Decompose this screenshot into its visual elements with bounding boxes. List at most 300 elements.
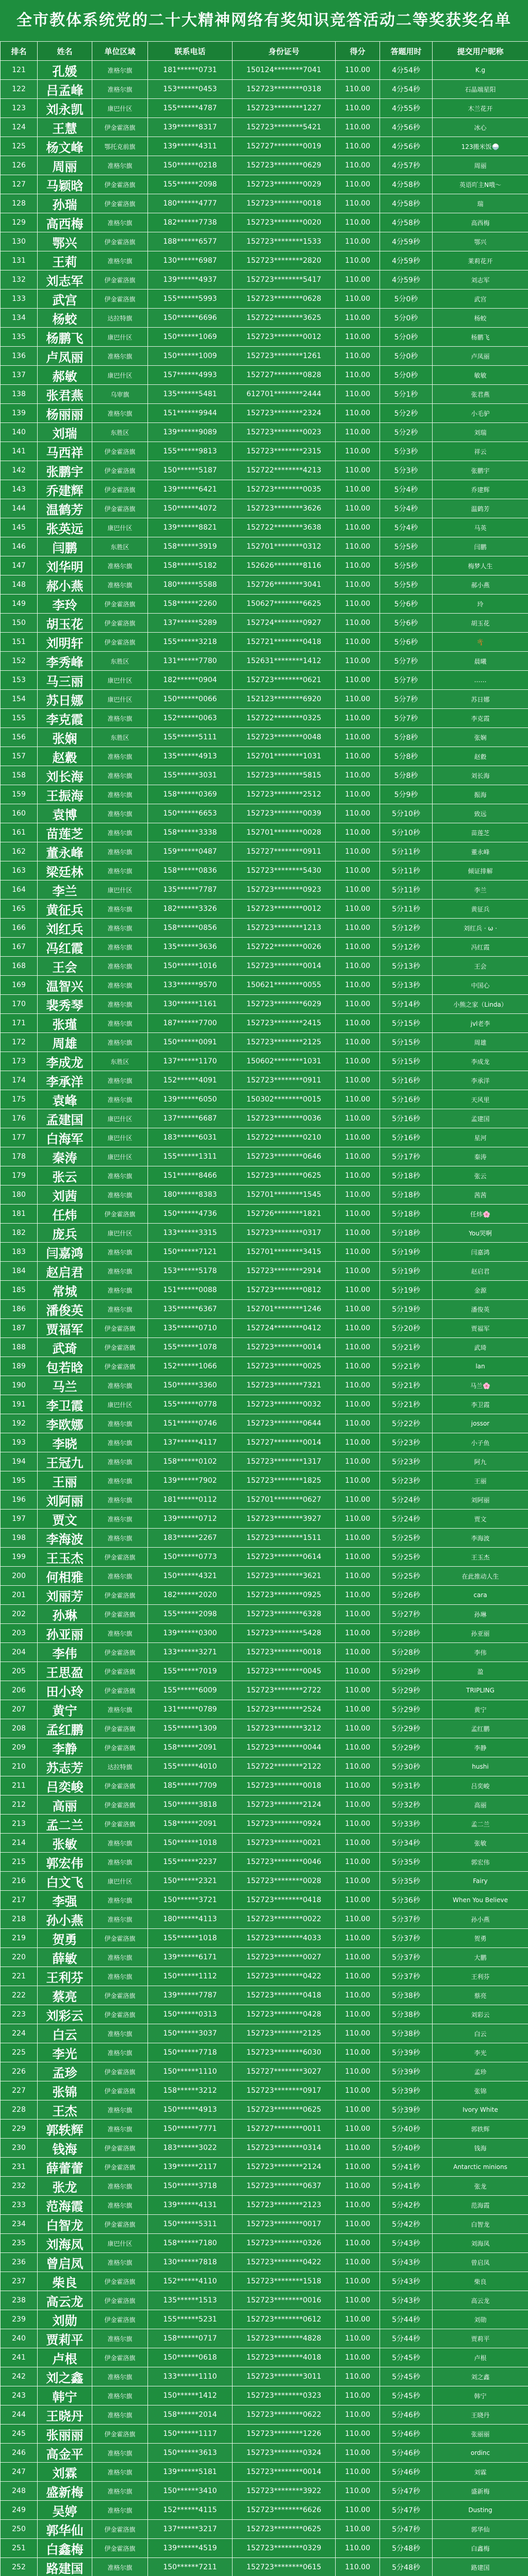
cell-score: 110.00 — [336, 1471, 380, 1490]
cell-id-number: 152723********0018 — [233, 1776, 336, 1795]
cell-name: 胡玉花 — [38, 614, 92, 633]
cell-score: 110.00 — [336, 823, 380, 842]
cell-name: 孟珍 — [38, 2062, 92, 2081]
cell-name: 张君燕 — [38, 385, 92, 404]
cell-time: 5分4秒 — [380, 499, 433, 518]
cell-score: 110.00 — [336, 785, 380, 804]
cell-time: 5分46秒 — [380, 2425, 433, 2444]
cell-rank: 181 — [1, 1205, 38, 1224]
cell-phone: 150******1016 — [148, 957, 233, 976]
cell-score: 110.00 — [336, 2425, 380, 2444]
cell-nickname: 李海波 — [433, 1529, 528, 1548]
cell-time: 5分8秒 — [380, 766, 433, 785]
cell-phone: 135******0710 — [148, 1319, 233, 1338]
cell-name: 武琦 — [38, 1338, 92, 1357]
cell-id-number: 152723********0317 — [233, 1224, 336, 1243]
cell-nickname: 柴良 — [433, 2272, 528, 2291]
cell-name: 贾文 — [38, 1510, 92, 1529]
cell-nickname: 王晓丹 — [433, 2405, 528, 2425]
cell-time: 5分39秒 — [380, 2043, 433, 2062]
cell-nickname: Antarctic minions — [433, 2158, 528, 2177]
cell-name: 任炜 — [38, 1205, 92, 1224]
cell-time: 5分12秒 — [380, 919, 433, 938]
cell-region: 伊金霍洛旗 — [92, 1986, 148, 2005]
cell-name: 王玉杰 — [38, 1548, 92, 1567]
cell-phone: 137******1170 — [148, 1052, 233, 1071]
table-row — [1, 2100, 528, 2120]
cell-time: 4分55秒 — [380, 99, 433, 118]
cell-nickname: 郭华仙 — [433, 2520, 528, 2539]
cell-time: 5分3秒 — [380, 442, 433, 461]
cell-name: 张娴 — [38, 728, 92, 747]
cell-time: 5分39秒 — [380, 2081, 433, 2100]
cell-rank: 236 — [1, 2253, 38, 2272]
table-row — [1, 290, 528, 309]
cell-score: 110.00 — [336, 1090, 380, 1109]
table-row — [1, 1147, 528, 1166]
cell-phone: 180******8383 — [148, 1185, 233, 1205]
cell-rank: 150 — [1, 614, 38, 633]
cell-name: 钱海 — [38, 2139, 92, 2158]
cell-name: 杨鹏飞 — [38, 328, 92, 347]
table-row — [1, 1033, 528, 1052]
cell-phone: 150******0313 — [148, 2005, 233, 2024]
cell-id-number: 152723********6030 — [233, 2043, 336, 2062]
cell-phone: 180******4113 — [148, 1910, 233, 1929]
cell-id-number: 152723********3011 — [233, 2367, 336, 2386]
cell-name: 杨蛟 — [38, 309, 92, 328]
cell-score: 110.00 — [336, 1853, 380, 1872]
cell-phone: 180******4777 — [148, 194, 233, 213]
cell-rank: 183 — [1, 1243, 38, 1262]
cell-name: 苗莲芝 — [38, 823, 92, 842]
table-row — [1, 99, 528, 118]
table-row — [1, 328, 528, 347]
cell-phone: 139******7902 — [148, 1471, 233, 1490]
cell-phone: 150******4913 — [148, 2100, 233, 2120]
cell-region: 准格尔旗 — [92, 2501, 148, 2520]
cell-nickname: 马兰🌸 — [433, 1376, 528, 1395]
cell-time: 5分12秒 — [380, 938, 433, 957]
cell-id-number: 152723********0622 — [233, 2405, 336, 2425]
cell-id-number: 152723********0025 — [233, 1357, 336, 1376]
cell-time: 4分58秒 — [380, 175, 433, 194]
cell-id-number: 152723********2123 — [233, 2196, 336, 2215]
table-row — [1, 2348, 528, 2367]
cell-rank: 195 — [1, 1471, 38, 1490]
cell-phone: 183******6031 — [148, 1128, 233, 1147]
cell-rank: 194 — [1, 1452, 38, 1471]
cell-region: 达拉特旗 — [92, 309, 148, 328]
cell-score: 110.00 — [336, 1510, 380, 1529]
cell-name: 张云 — [38, 1166, 92, 1185]
cell-time: 5分8秒 — [380, 747, 433, 766]
cell-phone: 155******0778 — [148, 1395, 233, 1414]
cell-rank: 224 — [1, 2024, 38, 2043]
cell-phone: 133******3315 — [148, 1224, 233, 1243]
cell-nickname: hushi — [433, 1757, 528, 1776]
cell-rank: 128 — [1, 194, 38, 213]
cell-nickname: 英语吖主N哦〜 — [433, 175, 528, 194]
cell-nickname: 石晶端星阳 — [433, 80, 528, 99]
cell-region: 伊金霍洛旗 — [92, 1586, 148, 1605]
cell-time: 5分2秒 — [380, 423, 433, 442]
cell-time: 5分38秒 — [380, 2024, 433, 2043]
cell-score: 110.00 — [336, 1795, 380, 1815]
cell-rank: 149 — [1, 595, 38, 614]
cell-rank: 198 — [1, 1529, 38, 1548]
cell-region: 准格尔旗 — [92, 785, 148, 804]
cell-name: 张敏 — [38, 1834, 92, 1853]
cell-id-number: 152723********6626 — [233, 2501, 336, 2520]
cell-phone: 150******3721 — [148, 1891, 233, 1910]
cell-time: 5分4秒 — [380, 518, 433, 537]
cell-nickname: 小熊之家（Linda） — [433, 995, 528, 1014]
cell-id-number: 152724********0412 — [233, 1319, 336, 1338]
cell-name: 孔媛 — [38, 61, 92, 80]
cell-score: 110.00 — [336, 766, 380, 785]
cell-time: 5分11秒 — [380, 861, 433, 880]
cell-phone: 158******5182 — [148, 556, 233, 575]
cell-time: 5分45秒 — [380, 2386, 433, 2405]
cell-rank: 222 — [1, 1986, 38, 2005]
cell-score: 110.00 — [336, 385, 380, 404]
cell-nickname: 赵启君 — [433, 1262, 528, 1281]
cell-score: 110.00 — [336, 423, 380, 442]
cell-nickname: 白鑫梅 — [433, 2539, 528, 2558]
cell-score: 110.00 — [336, 1071, 380, 1090]
cell-score: 110.00 — [336, 957, 380, 976]
cell-nickname: 致远 — [433, 804, 528, 823]
cell-name: 张瑾 — [38, 1014, 92, 1033]
cell-rank: 176 — [1, 1109, 38, 1128]
cell-nickname: jvl老李 — [433, 1014, 528, 1033]
cell-score: 110.00 — [336, 80, 380, 99]
cell-id-number: 152723********0422 — [233, 2253, 336, 2272]
cell-score: 110.00 — [336, 328, 380, 347]
cell-time: 4分57秒 — [380, 156, 433, 175]
cell-nickname: 卢凤丽 — [433, 347, 528, 366]
cell-name: 李承洋 — [38, 1071, 92, 1090]
cell-region: 准格尔旗 — [92, 1567, 148, 1586]
cell-nickname: …… — [433, 671, 528, 690]
cell-nickname: 张娴 — [433, 728, 528, 747]
cell-time: 5分35秒 — [380, 1872, 433, 1891]
cell-id-number: 152723********1261 — [233, 347, 336, 366]
cell-phone: 155******4787 — [148, 99, 233, 118]
cell-time: 5分6秒 — [380, 633, 433, 652]
table-row — [1, 61, 528, 80]
cell-id-number: 152722********0325 — [233, 709, 336, 728]
cell-nickname: 杨蛟 — [433, 309, 528, 328]
cell-score: 110.00 — [336, 2386, 380, 2405]
cell-region: 准格尔旗 — [92, 2024, 148, 2043]
cell-nickname: 孙琳 — [433, 1605, 528, 1624]
cell-time: 5分7秒 — [380, 652, 433, 671]
cell-name: 常城 — [38, 1281, 92, 1300]
cell-time: 5分9秒 — [380, 785, 433, 804]
cell-rank: 209 — [1, 1738, 38, 1757]
cell-name: 赵启君 — [38, 1262, 92, 1281]
cell-region: 准格尔旗 — [92, 1700, 148, 1719]
cell-region: 伊金霍洛旗 — [92, 2215, 148, 2234]
table-row — [1, 118, 528, 137]
cell-rank: 243 — [1, 2386, 38, 2405]
cell-name: 孙瑞 — [38, 194, 92, 213]
table-row — [1, 1166, 528, 1185]
cell-region: 准格尔旗 — [92, 709, 148, 728]
cell-phone: 130******6987 — [148, 251, 233, 270]
cell-id-number: 152722********4213 — [233, 461, 336, 480]
cell-name: 刘霖 — [38, 2463, 92, 2482]
cell-phone: 155******2237 — [148, 1853, 233, 1872]
cell-name: 高云龙 — [38, 2291, 92, 2310]
cell-id-number: 612701********2444 — [233, 385, 336, 404]
cell-time: 5分11秒 — [380, 842, 433, 861]
cell-region: 伊金霍洛旗 — [92, 1357, 148, 1376]
cell-name: 刘红兵 — [38, 919, 92, 938]
cell-name: 李伟 — [38, 1643, 92, 1662]
cell-rank: 134 — [1, 309, 38, 328]
cell-phone: 135******3636 — [148, 938, 233, 957]
cell-id-number: 152723********3621 — [233, 1567, 336, 1586]
table-row — [1, 1929, 528, 1948]
cell-phone: 155******2098 — [148, 1605, 233, 1624]
table-row — [1, 1834, 528, 1853]
cell-score: 110.00 — [336, 213, 380, 232]
cell-rank: 229 — [1, 2120, 38, 2139]
cell-time: 5分5秒 — [380, 556, 433, 575]
cell-time: 5分19秒 — [380, 1281, 433, 1300]
cell-rank: 135 — [1, 328, 38, 347]
cell-name: 刘瑞 — [38, 423, 92, 442]
cell-score: 110.00 — [336, 1548, 380, 1567]
cell-score: 110.00 — [336, 1643, 380, 1662]
cell-id-number: 152701********0627 — [233, 1490, 336, 1510]
table-row — [1, 690, 528, 709]
cell-nickname: 鄂兴 — [433, 232, 528, 251]
cell-rank: 207 — [1, 1700, 38, 1719]
cell-time: 5分25秒 — [380, 1529, 433, 1548]
cell-id-number: 152723********0022 — [233, 1910, 336, 1929]
cell-nickname: 潘俊英 — [433, 1300, 528, 1319]
table-row — [1, 728, 528, 747]
cell-time: 5分37秒 — [380, 1967, 433, 1986]
cell-phone: 158******2014 — [148, 2405, 233, 2425]
cell-region: 准格尔旗 — [92, 1071, 148, 1090]
table-row — [1, 1243, 528, 1262]
cell-name: 黄征兵 — [38, 900, 92, 919]
cell-name: 董永峰 — [38, 842, 92, 861]
cell-phone: 150******1110 — [148, 2062, 233, 2081]
cell-phone: 182******0904 — [148, 671, 233, 690]
cell-rank: 157 — [1, 747, 38, 766]
cell-rank: 197 — [1, 1510, 38, 1529]
cell-id-number: 152722********3638 — [233, 518, 336, 537]
cell-phone: 153******5178 — [148, 1262, 233, 1281]
cell-time: 5分28秒 — [380, 1643, 433, 1662]
cell-phone: 150******1009 — [148, 347, 233, 366]
cell-rank: 126 — [1, 156, 38, 175]
cell-region: 准格尔旗 — [92, 2120, 148, 2139]
cell-region: 准格尔旗 — [92, 1090, 148, 1109]
table-row — [1, 957, 528, 976]
cell-time: 5分3秒 — [380, 461, 433, 480]
cell-id-number: 152727********0828 — [233, 366, 336, 385]
cell-time: 5分0秒 — [380, 328, 433, 347]
cell-nickname: 玲 — [433, 595, 528, 614]
cell-score: 110.00 — [336, 480, 380, 499]
cell-rank: 169 — [1, 976, 38, 995]
cell-id-number: 152723********0032 — [233, 1395, 336, 1414]
cell-name: 路建国 — [38, 2558, 92, 2576]
cell-score: 110.00 — [336, 2120, 380, 2139]
cell-score: 110.00 — [336, 2024, 380, 2043]
cell-region: 准格尔旗 — [92, 2463, 148, 2482]
cell-phone: 155******5993 — [148, 290, 233, 309]
cell-phone: 135******7787 — [148, 880, 233, 900]
cell-region: 准格尔旗 — [92, 861, 148, 880]
cell-rank: 168 — [1, 957, 38, 976]
cell-name: 张龙 — [38, 2177, 92, 2196]
cell-score: 110.00 — [336, 1166, 380, 1185]
cell-rank: 206 — [1, 1681, 38, 1700]
cell-nickname: 黄征兵 — [433, 900, 528, 919]
cell-time: 5分16秒 — [380, 1109, 433, 1128]
cell-rank: 152 — [1, 652, 38, 671]
cell-score: 110.00 — [336, 99, 380, 118]
cell-id-number: 152722********3625 — [233, 309, 336, 328]
cell-name: 李卫霞 — [38, 1395, 92, 1414]
cell-time: 5分6秒 — [380, 614, 433, 633]
cell-name: 曾启凤 — [38, 2253, 92, 2272]
cell-nickname: 韩宁 — [433, 2386, 528, 2405]
cell-name: 杨丽丽 — [38, 404, 92, 423]
cell-region: 伊金霍洛旗 — [92, 194, 148, 213]
table-row — [1, 556, 528, 575]
cell-score: 110.00 — [336, 1815, 380, 1834]
cell-id-number: 150602********1031 — [233, 1052, 336, 1071]
cell-id-number: 152723********6328 — [233, 1605, 336, 1624]
cell-name: 李海波 — [38, 1529, 92, 1548]
cell-name: 薛蕾蕾 — [38, 2158, 92, 2177]
cell-score: 110.00 — [336, 804, 380, 823]
cell-rank: 144 — [1, 499, 38, 518]
cell-region: 康巴什区 — [92, 1224, 148, 1243]
cell-phone: 139******4131 — [148, 2196, 233, 2215]
cell-region: 准格尔旗 — [92, 1014, 148, 1033]
table-row — [1, 366, 528, 385]
table-row — [1, 1986, 528, 2005]
table-row — [1, 1090, 528, 1109]
cell-time: 5分10秒 — [380, 823, 433, 842]
cell-time: 5分18秒 — [380, 1224, 433, 1243]
cell-time: 5分41秒 — [380, 2177, 433, 2196]
cell-name: 冯红霞 — [38, 938, 92, 957]
cell-nickname: 刘勋 — [433, 2310, 528, 2329]
table-row — [1, 709, 528, 728]
table-row — [1, 1300, 528, 1319]
cell-time: 5分48秒 — [380, 2539, 433, 2558]
cell-region: 伊金霍洛旗 — [92, 2310, 148, 2329]
cell-id-number: 152723********2722 — [233, 1681, 336, 1700]
cell-nickname: 孙亚丽 — [433, 1624, 528, 1643]
cell-nickname: 刘红兵 · ω · — [433, 919, 528, 938]
cell-id-number: 152723********0326 — [233, 2234, 336, 2253]
cell-name: 周丽 — [38, 156, 92, 175]
cell-id-number: 152723********2125 — [233, 1033, 336, 1052]
cell-phone: 152******1066 — [148, 1357, 233, 1376]
cell-region: 准格尔旗 — [92, 404, 148, 423]
cell-rank: 240 — [1, 2329, 38, 2348]
cell-name: 刘华明 — [38, 556, 92, 575]
cell-region: 康巴什区 — [92, 518, 148, 537]
cell-nickname: 路建国 — [433, 2558, 528, 2576]
table-row — [1, 2329, 528, 2348]
cell-id-number: 152723********0614 — [233, 1548, 336, 1567]
cell-phone: 139******6421 — [148, 480, 233, 499]
cell-rank: 148 — [1, 575, 38, 595]
cell-nickname: When You Believe — [433, 1891, 528, 1910]
cell-nickname: 刘彩云 — [433, 2005, 528, 2024]
cell-region: 伊金霍洛旗 — [92, 1662, 148, 1681]
column-header-name: 姓名 — [38, 42, 92, 61]
table-row — [1, 2444, 528, 2463]
cell-id-number: 152723********5417 — [233, 270, 336, 290]
cell-nickname: 张鹏宇 — [433, 461, 528, 480]
cell-time: 5分46秒 — [380, 2463, 433, 2482]
cell-name: 刘之鑫 — [38, 2367, 92, 2386]
cell-nickname: 刘瑞 — [433, 423, 528, 442]
cell-nickname: ordinc — [433, 2444, 528, 2463]
cell-time: 5分7秒 — [380, 690, 433, 709]
cell-id-number: 152723********0035 — [233, 480, 336, 499]
cell-nickname: 刘之鑫 — [433, 2367, 528, 2386]
table-row — [1, 499, 528, 518]
cell-region: 康巴什区 — [92, 2234, 148, 2253]
cell-phone: 155******1309 — [148, 1719, 233, 1738]
cell-phone: 139******8317 — [148, 118, 233, 137]
cell-score: 110.00 — [336, 1319, 380, 1338]
cell-region: 准格尔旗 — [92, 1490, 148, 1510]
cell-id-number: 152723********1317 — [233, 1452, 336, 1471]
cell-name: 李强 — [38, 1891, 92, 1910]
cell-region: 伊金霍洛旗 — [92, 2539, 148, 2558]
cell-rank: 187 — [1, 1319, 38, 1338]
cell-time: 5分43秒 — [380, 2272, 433, 2291]
cell-name: 李克霞 — [38, 709, 92, 728]
table-row — [1, 270, 528, 290]
table-row — [1, 2024, 528, 2043]
cell-time: 5分38秒 — [380, 2005, 433, 2024]
cell-score: 110.00 — [336, 2348, 380, 2367]
cell-rank: 233 — [1, 2196, 38, 2215]
table-row — [1, 804, 528, 823]
table-row — [1, 156, 528, 175]
cell-name: 张鹏宇 — [38, 461, 92, 480]
cell-region: 准格尔旗 — [92, 919, 148, 938]
cell-rank: 177 — [1, 1128, 38, 1147]
cell-rank: 203 — [1, 1624, 38, 1643]
cell-id-number: 152723********0422 — [233, 1967, 336, 1986]
cell-nickname: 郝小燕 — [433, 575, 528, 595]
cell-nickname: 贾福军 — [433, 1319, 528, 1338]
table-row — [1, 766, 528, 785]
table-row — [1, 747, 528, 766]
cell-phone: 150******0773 — [148, 1548, 233, 1567]
cell-phone: 150******1117 — [148, 2425, 233, 2444]
cell-name: 蔡亮 — [38, 1986, 92, 2005]
